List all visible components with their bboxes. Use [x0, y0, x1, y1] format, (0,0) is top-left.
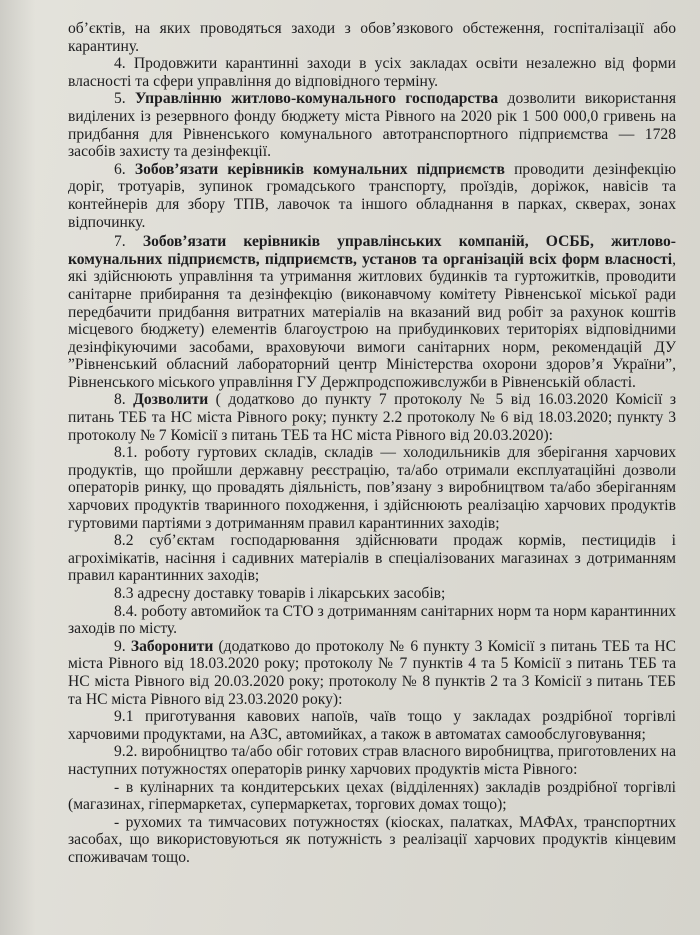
list-item-9-2-b: - рухомих та тимчасових потужностях (кіосках, палатках, МАФАх, транспортних засобах, що використовуються як потужність з реалізації харчових продуктів кінцевим споживачам тощо.	[68, 813, 676, 866]
paragraph-8-3: 8.3 адресну доставку товарів і лікарських засобів;	[114, 585, 446, 602]
paragraph-intro: об’єктів, на яких проводяться заходи з обов’язкового обстеження, госпіталізації або карантину.	[68, 20, 676, 55]
paragraph-9-number: 9.	[114, 637, 126, 655]
paragraph-7-text: , які здійснюють управління та утримання житлових будинків та гуртожитків, проводити санітарне прибирання та дезінфекцію (виконавчому комітету Рівненської міської ради передбачити придбання витратних матеріалів на вказаний вид робіт за рахунок коштів місцевого бюджету) елементів благоустрою на прибудинкових територіях відповідними дезінфікуючими засобами, враховуючи вимоги санітарних норм, рекомендацій ДУ ”Рівненський обласний лабораторний центр Міністерства охорони здоров’я України”, Рівненського міського управління ГУ Держпродспоживслужби в Рівненській області.	[68, 250, 676, 391]
paragraph-8	[68, 391, 676, 444]
paragraph-7	[68, 233, 676, 391]
paragraph-8-text: ( додатково до пункту 7 протоколу № 5 від 16.03.2020 Комісії з питань ТЕБ та НС міста Рівного року; пункту 2.2 протоколу № 6 від 18.03.2020; пункту 3 протоколу № 7 Комісії з питань ТЕБ та НС міста Рівного від 20.03.2020):	[68, 391, 676, 444]
paragraph-4: 4. Продовжити карантинні заходи в усіх закладах освіти незалежно від форми власності та сфери управління до відповідного терміну.	[68, 55, 676, 90]
paragraph-5-bold: Управлінню житлово-комунального господарства	[135, 90, 499, 108]
paragraph-9-2: 9.2. виробництво та/або обіг готових страв власного виробництва, приготовлених на наступних потужностях операторів ринку харчових продуктів міста Рівного:	[68, 743, 676, 778]
paragraph-5	[68, 90, 676, 160]
paragraph-7-bold: Зобов’язати керівників управлінських компаній, ОСББ, житлово-комунальних підприємств, підприємств, установ та організацій всіх форм власності	[68, 233, 676, 268]
list-item-9-2-a: - в кулінарних та кондитерських цехах (відділеннях) закладів роздрібної торгівлі (магазинах, гіпермаркетах, супермаркетах, торгових домах тощо);	[68, 778, 676, 814]
paragraph-5-text: дозволити використання виділених із резервного фонду бюджету міста Рівного на 2020 рік 1 500 000,0 гривень на придбання для Рівненського комунального автотранспортного підприємства — 1728 засобів захисту та дезінфекції.	[68, 90, 677, 161]
paragraph-7-number: 7.	[114, 233, 126, 251]
paragraph-8-number: 8.	[114, 391, 126, 409]
paragraph-9-text: (додатково до протоколу № 6 пункту 3 Комісії з питань ТЕБ та НС міста Рівного від 18.03.2020 року; протоколу № 7 пунктів 4 та 5 Комісії з питань ТЕБ та НС міста Рівного від 20.03.2020 року; протоколу № 8 пунктів 2 та 3 Комісії з питань ТЕБ та НС міста Рівного від 23.03.2020 року):	[68, 637, 676, 708]
paragraph-6-bold: Зобов’язати керівників комунальних підприємств	[134, 160, 505, 178]
paragraph-8-1: 8.1. роботу гуртових складів, складів — холодильників для зберігання харчових продуктів, що пройшли державну реєстрацію, та/або отримали експлуатаційні дозволи операторів ринку, що провадять діяльність, пов’язану з виробництвом та/або зберіганням харчових продуктів тваринного походження, і здійснюють реалізацію харчових продуктів гуртовими партіями з дотриманням правил карантинних заходів;	[68, 444, 676, 532]
paragraph-6-number: 6.	[114, 160, 126, 178]
paragraph-8-bold: Дозволити	[133, 391, 209, 409]
paragraph-5-number: 5.	[114, 90, 126, 108]
paragraph-6-text: проводити дезінфекцію доріг, тротуарів, зупинок громадського транспорту, проїздів, доріжок, навісів та контейнерів для збору ТПВ, лавочок та іншого обладнання в парках, скверах, зонах відпочинку.	[68, 160, 677, 231]
page-edge-shadow	[0, 0, 36, 935]
paragraph-8-4: 8.4. роботу автомийок та СТО з дотриманням санітарних норм та норм карантинних заходів по місту.	[68, 602, 676, 638]
paragraph-9-1: 9.1 приготування кавових напоїв, чаїв тощо у закладах роздрібної торгівлі харчовими продуктами, на АЗС, автомийках, а також в автоматах самообслуговування;	[68, 708, 676, 743]
paragraph-9-bold: Заборонити	[130, 637, 214, 655]
paragraph-8-2: 8.2 суб’єктам господарювання здійснювати продаж кормів, пестицидів і агрохімікатів, насіння і садивних матеріалів в спеціалізованих магазинах з дотриманням правил карантинних заходів;	[68, 532, 676, 585]
paragraph-6	[68, 161, 676, 231]
paragraph-9	[68, 638, 676, 708]
